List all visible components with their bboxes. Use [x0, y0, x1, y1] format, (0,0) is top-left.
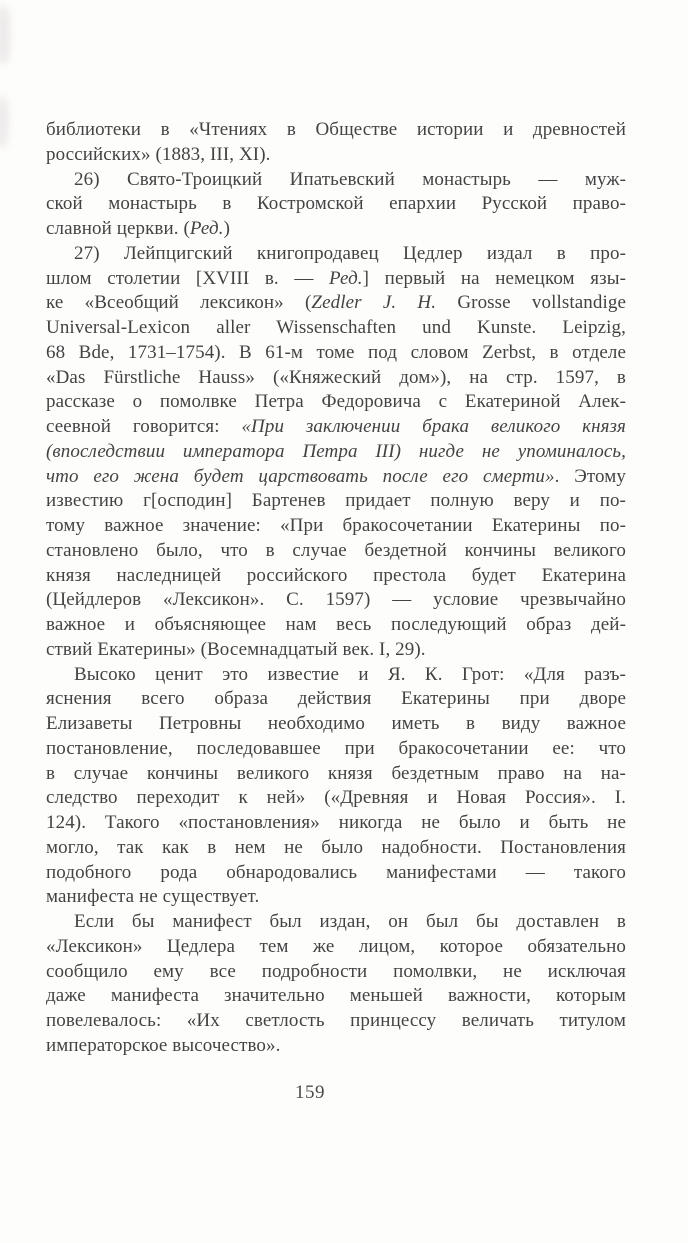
text-line: 68 Bde, 1731–1754). В 61-м томе под словом Zerbst, в отделе	[46, 341, 626, 363]
text-line: славной церкви. (Ред.)	[46, 218, 230, 239]
page-number: 159	[295, 1082, 325, 1103]
text-line: ской монастырь в Костромской епархии Русской право-	[46, 193, 626, 215]
text-line: что его жена будет царствовать после его смерти». Этому	[46, 465, 626, 487]
text-line: сообщило ему все подробности помолвки, не исключая	[46, 960, 626, 982]
text-line: следство переходит к ней» («Древняя и Новая Россия». I.	[46, 787, 626, 809]
text-line: «Лексикон» Цедлера тем же лицом, которое обязательно	[46, 935, 626, 957]
text-line: могло, так как в нем не было надобности. Постановления	[46, 836, 626, 858]
text-line: ствий Екатерины» (Восемнадцатый век. I, 29).	[46, 638, 426, 660]
text-line: в случае кончины великого князя бездетным право на на-	[46, 762, 626, 784]
text-line: императорское высочество».	[46, 1034, 281, 1056]
text-line: 27) Лейпцигский книгопродавец Цедлер издал в про-	[74, 242, 626, 264]
text-line: важное и объясняющее нам весь последующий образ дей-	[46, 614, 626, 635]
text-line: шлом столетии [XVIII в. — Ред.] первый на немецком язы-	[46, 267, 626, 289]
text-line: Высоко ценит это известие и Я. К. Грот: «Для разъ-	[74, 663, 626, 685]
scan-artifact	[0, 6, 10, 64]
body-text	[46, 118, 626, 1059]
text-line: российских» (1883, III, XI).	[46, 143, 271, 165]
text-line: становлено было, что в случае бездетной кончины великого	[46, 539, 626, 561]
text-line: Елизаветы Петровны необходимо иметь в виду важное	[46, 713, 626, 734]
text-line: Если бы манифест был издан, он был бы доставлен в	[74, 911, 626, 932]
text-line: даже манифеста значительно меньшей важности, которым	[46, 985, 626, 1007]
text-line: тому важное значение: «При бракосочетании Екатерины по-	[46, 515, 626, 536]
text-line: 124). Такого «постановления» никогда не было и быть не	[46, 812, 626, 833]
paragraph	[46, 242, 626, 663]
text-line: манифеста не существует.	[46, 886, 260, 908]
paragraph	[46, 168, 626, 242]
text-line: (Цейдлеров «Лексикон». С. 1597) — условие чрезвычайно	[46, 589, 626, 611]
scan-artifact	[0, 96, 8, 148]
text-line: яснения всего образа действия Екатерины при дворе	[46, 688, 626, 710]
paragraph	[46, 118, 626, 168]
text-line: постановление, последовавшее при бракосочетании ее: что	[46, 737, 626, 759]
text-line: Universal-Lexicon aller Wissenschaften und Kunste. Leipzig,	[46, 317, 626, 338]
text-line: известию г[осподин] Бартенев придает полную веру и по-	[46, 490, 626, 512]
text-line: князя наследницей российского престола будет Екатерина	[46, 564, 626, 586]
text-line: «Das Fürstliche Hauss» («Княжеский дом»), на стр. 1597, в	[46, 366, 626, 388]
paragraph	[46, 663, 626, 911]
text-line: сеевной говорится: «При заключении брака великого князя	[46, 416, 626, 437]
text-line: подобного рода обнародовались манифестами — такого	[46, 861, 626, 883]
text-line: ке «Всеобщий лексикон» (Zedler J. H. Grosse vollstandige	[46, 292, 626, 314]
paragraph	[46, 910, 626, 1059]
text-line: 26) Свято-Троицкий Ипатьевский монастырь — муж-	[74, 168, 626, 190]
text-line: библиотеки в «Чтениях в Обществе истории и древностей	[46, 119, 626, 140]
text-line: (впоследствии императора Петра III) нигде не упоминалось,	[46, 440, 626, 462]
text-line: рассказе о помолвке Петра Федоровича с Екатериной Алек-	[46, 391, 626, 413]
text-line: повелевалось: «Их светлость принцессу величать титулом	[46, 1010, 626, 1031]
